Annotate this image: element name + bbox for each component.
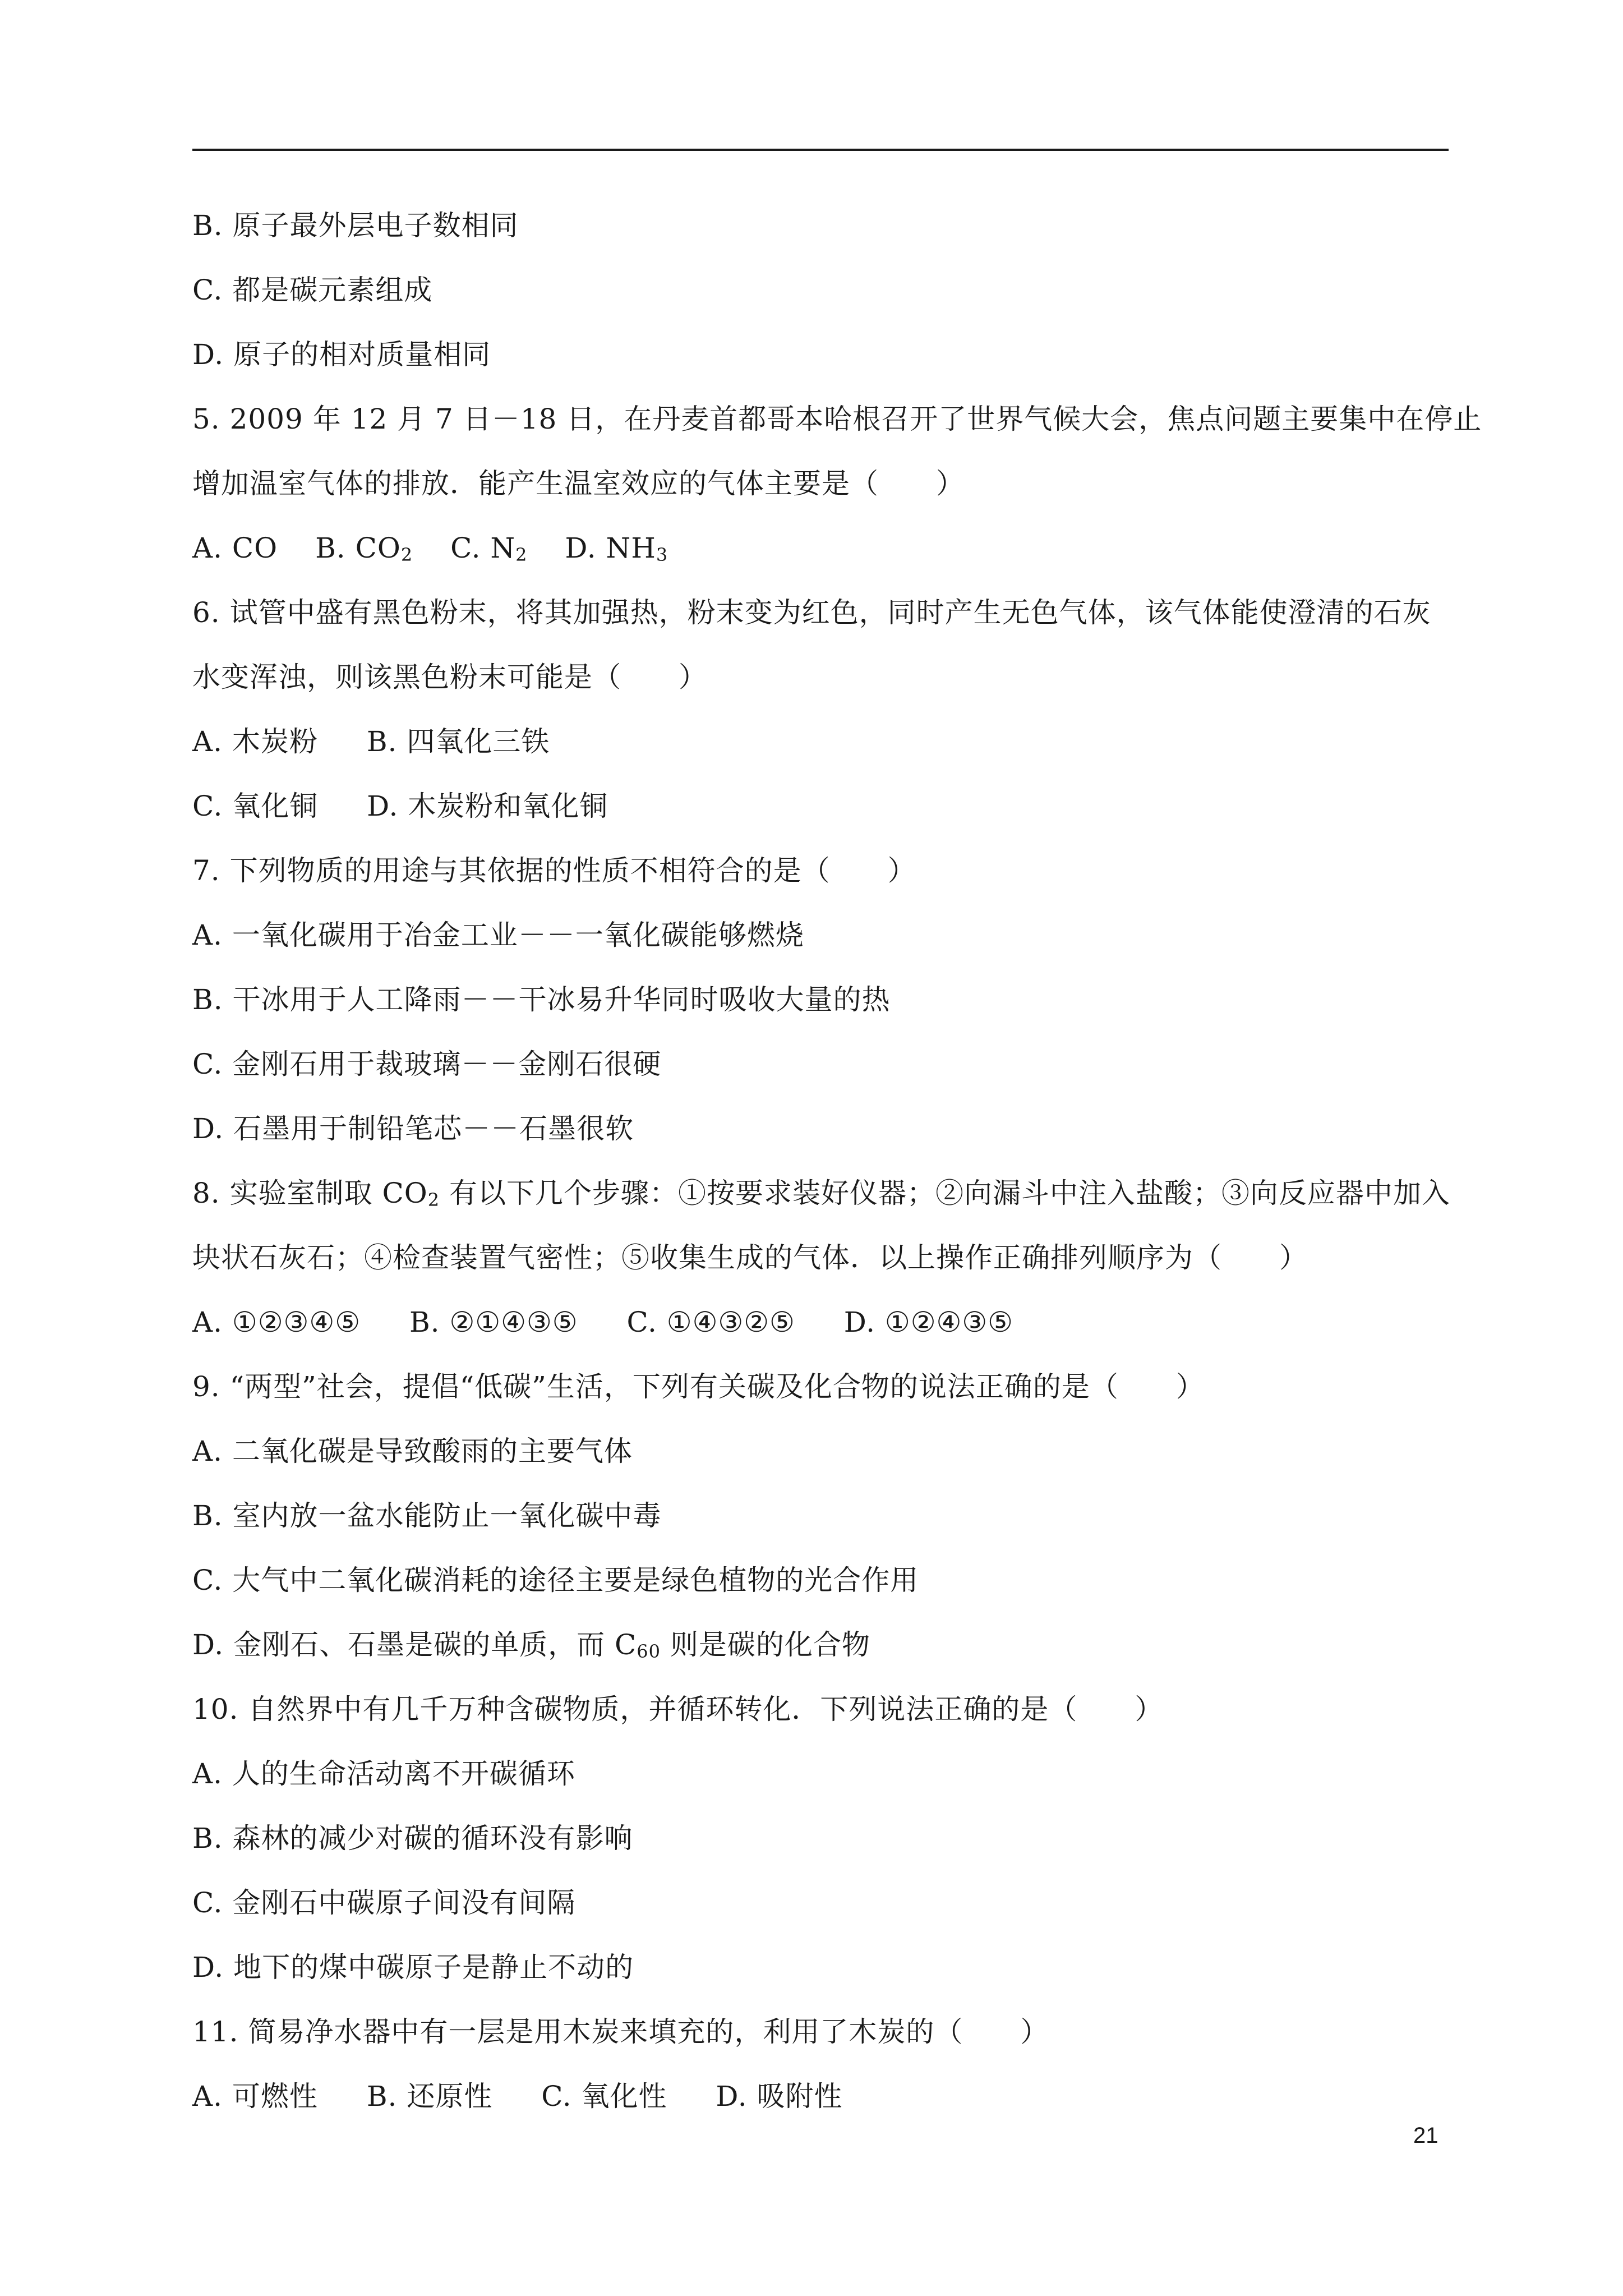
q6-stem-line2: 水变浑浊，则该黑色粉末可能是（ ） <box>192 661 707 693</box>
q10-option-c: C. 金刚石中碳原子间没有间隔 <box>192 1887 576 1919</box>
header-rule <box>192 149 1449 151</box>
q7-option-c: C. 金刚石用于裁玻璃－－金刚石很硬 <box>192 1048 662 1080</box>
q8-stem-line1: 8. 实验室制取 $CO_2$ 有以下几个步骤：①按要求装好仪器；②向漏斗中注入盐酸；③向反应器中加入 <box>192 1177 1451 1211</box>
q6-option-b: B. 四氧化三铁 <box>366 725 550 758</box>
q10-stem: 10. 自然界中有几千万种含碳物质，并循环转化．下列说法正确的是（ ） <box>192 1693 1164 1726</box>
q5-option-d: D. $NH_3$ <box>565 532 668 565</box>
q7-option-a: A. 一氧化碳用于冶金工业－－一氧化碳能够燃烧 <box>192 919 804 951</box>
q4-option-d: D. 原子的相对质量相同 <box>192 338 491 371</box>
q11-option-c: C. 氧化性 <box>541 2080 667 2113</box>
q8-option-c: C. ①④③②⑤ <box>626 1306 795 1338</box>
q7-option-b: B. 干冰用于人工降雨－－干冰易升华同时吸收大量的热 <box>192 983 891 1016</box>
q6-option-d: D. 木炭粉和氧化铜 <box>367 790 608 822</box>
q6-options-cd <box>192 774 1449 839</box>
q6-stem-line1: 6. 试管中盛有黑色粉末，将其加强热，粉末变为红色，同时产生无色气体，该气体能使澄清的石灰 <box>192 596 1431 629</box>
q6-option-a: A. 木炭粉 <box>192 725 318 758</box>
q6-options-ab <box>192 710 1449 774</box>
q8-stem-line2: 块状石灰石；④检查装置气密性；⑤收集生成的气体．以上操作正确排列顺序为（ ） <box>192 1241 1308 1274</box>
q8-option-a: A. ①②③④⑤ <box>192 1306 361 1338</box>
q4-option-c: C. 都是碳元素组成 <box>192 274 433 306</box>
q5-stem-line2: 增加温室气体的排放．能产生温室效应的气体主要是（ ） <box>192 467 965 500</box>
q5-option-a: A. CO <box>192 532 278 564</box>
q6-option-c: C. 氧化铜 <box>192 790 319 822</box>
q8-option-b: B. ②①④③⑤ <box>409 1306 578 1338</box>
q9-option-d: D. 金刚石、石墨是碳的单质，而 $C_{60}$ 则是碳的化合物 <box>192 1628 870 1662</box>
q8-option-d: D. ①②④③⑤ <box>843 1306 1014 1338</box>
q5-options <box>192 516 1449 581</box>
q11-options <box>192 2064 1449 2129</box>
q10-option-b: B. 森林的减少对碳的循环没有影响 <box>192 1822 633 1855</box>
q5-option-c: C. $N_2$ <box>450 532 528 565</box>
page-number: 21 <box>1413 2123 1438 2148</box>
q5-option-b: B. $CO_2$ <box>315 532 413 565</box>
page-content <box>192 194 1482 2129</box>
q9-option-c: C. 大气中二氧化碳消耗的途径主要是绿色植物的光合作用 <box>192 1564 919 1596</box>
q4-option-b: B. 原子最外层电子数相同 <box>192 209 519 242</box>
q10-option-d: D. 地下的煤中碳原子是静止不动的 <box>192 1951 634 1984</box>
q10-option-a: A. 人的生命活动离不开碳循环 <box>192 1757 575 1790</box>
q5-stem-line1: 5. 2009 年 12 月 7 日－18 日，在丹麦首都哥本哈根召开了世界气候大会，焦点问题主要集中在停止 <box>192 403 1482 435</box>
q9-option-a: A. 二氧化碳是导致酸雨的主要气体 <box>192 1435 633 1467</box>
q7-stem: 7. 下列物质的用途与其依据的性质不相符合的是（ ） <box>192 854 916 887</box>
q8-options <box>192 1290 1449 1355</box>
q7-option-d: D. 石墨用于制铅笔芯－－石墨很软 <box>192 1112 634 1145</box>
q11-option-a: A. 可燃性 <box>192 2080 318 2113</box>
q11-stem: 11. 简易净水器中有一层是用木炭来填充的，利用了木炭的（ ） <box>192 2016 1049 2048</box>
q11-option-b: B. 还原性 <box>366 2080 493 2113</box>
q9-stem: 9. “两型”社会，提倡“低碳”生活，下列有关碳及化合物的说法正确的是（ ） <box>192 1370 1205 1403</box>
q9-option-b: B. 室内放一盆水能防止一氧化碳中毒 <box>192 1499 662 1532</box>
q11-option-d: D. 吸附性 <box>716 2080 843 2113</box>
